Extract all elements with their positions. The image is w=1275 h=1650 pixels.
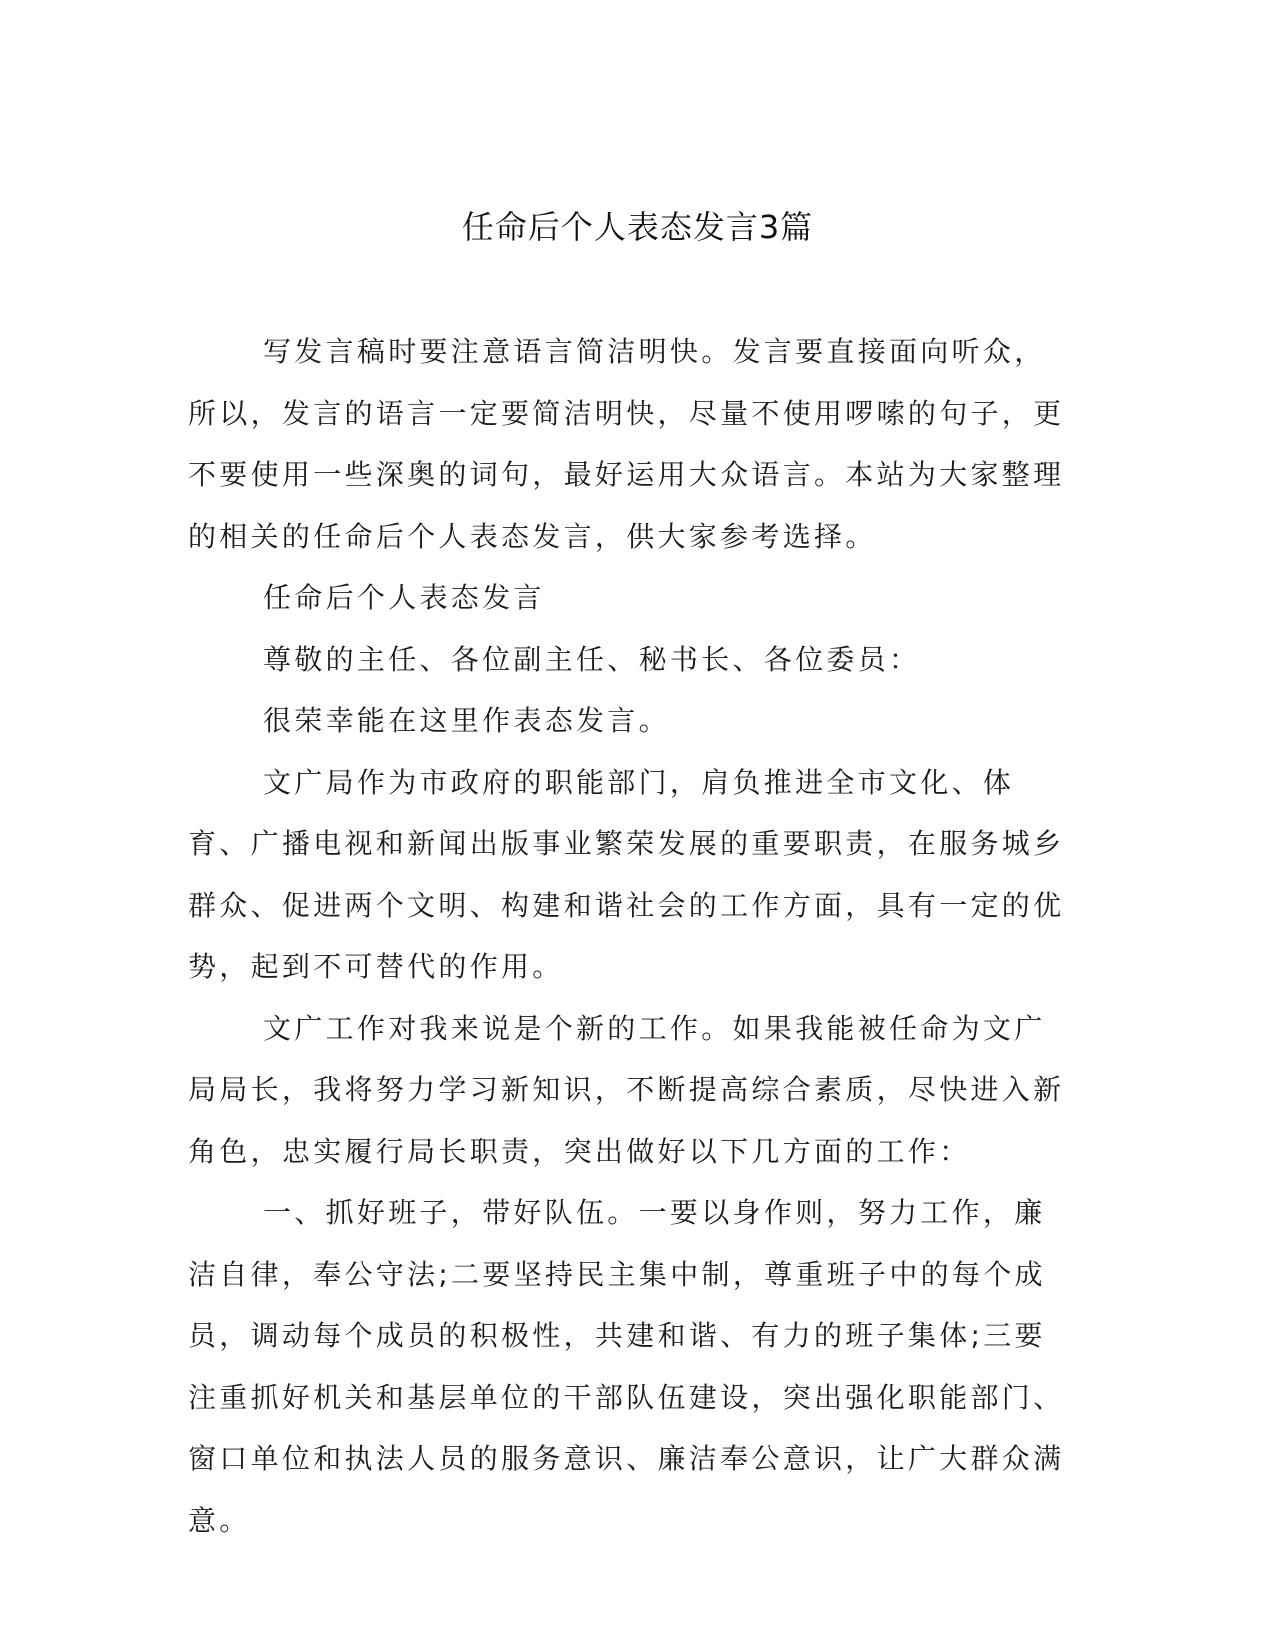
- section-heading: 任命后个人表态发言: [263, 581, 545, 614]
- salutation: 尊敬的主任、各位副主任、秘书长、各位委员：: [263, 642, 921, 676]
- document-body: [188, 321, 1073, 1551]
- document-title: 任命后个人表态发言3篇: [461, 208, 814, 246]
- paragraph-intro: 写发言稿时要注意语言简洁明快。发言要直接面向听众，所以，发言的语言一定要简洁明快，尽量不使用啰嗦的句子，更不要使用一些深奥的词句，最好运用大众语言。本站为大家整理的相关的任命后个人表态发言，供大家参考选择。: [188, 335, 1065, 553]
- paragraph-new-work: 文广工作对我来说是个新的工作。如果我能被任命为文广局局长，我将努力学习新知识，不断提高综合素质，尽快进入新角色，忠实履行局长职责，突出做好以下几方面的工作：: [188, 1011, 1065, 1168]
- paragraph-point-one: 一、抓好班子，带好队伍。一要以身作则，努力工作，廉洁自律，奉公守法;二要坚持民主集中制，尊重班子中的每个成员，调动每个成员的积极性，共建和谐、有力的班子集体;三要注重抓好机关和基层单位的干部队伍建设，突出强化职能部门、窗口单位和执法人员的服务意识、廉洁奉公意识，让广大群众满意。: [188, 1196, 1065, 1537]
- paragraph-opening: 很荣幸能在这里作表态发言。: [263, 704, 670, 737]
- paragraph-bureau-role: 文广局作为市政府的职能部门，肩负推进全市文化、体育、广播电视和新闻出版事业繁荣发展的重要职责，在服务城乡群众、促进两个文明、构建和谐社会的工作方面，具有一定的优势，起到不可替代的作用。: [188, 765, 1065, 983]
